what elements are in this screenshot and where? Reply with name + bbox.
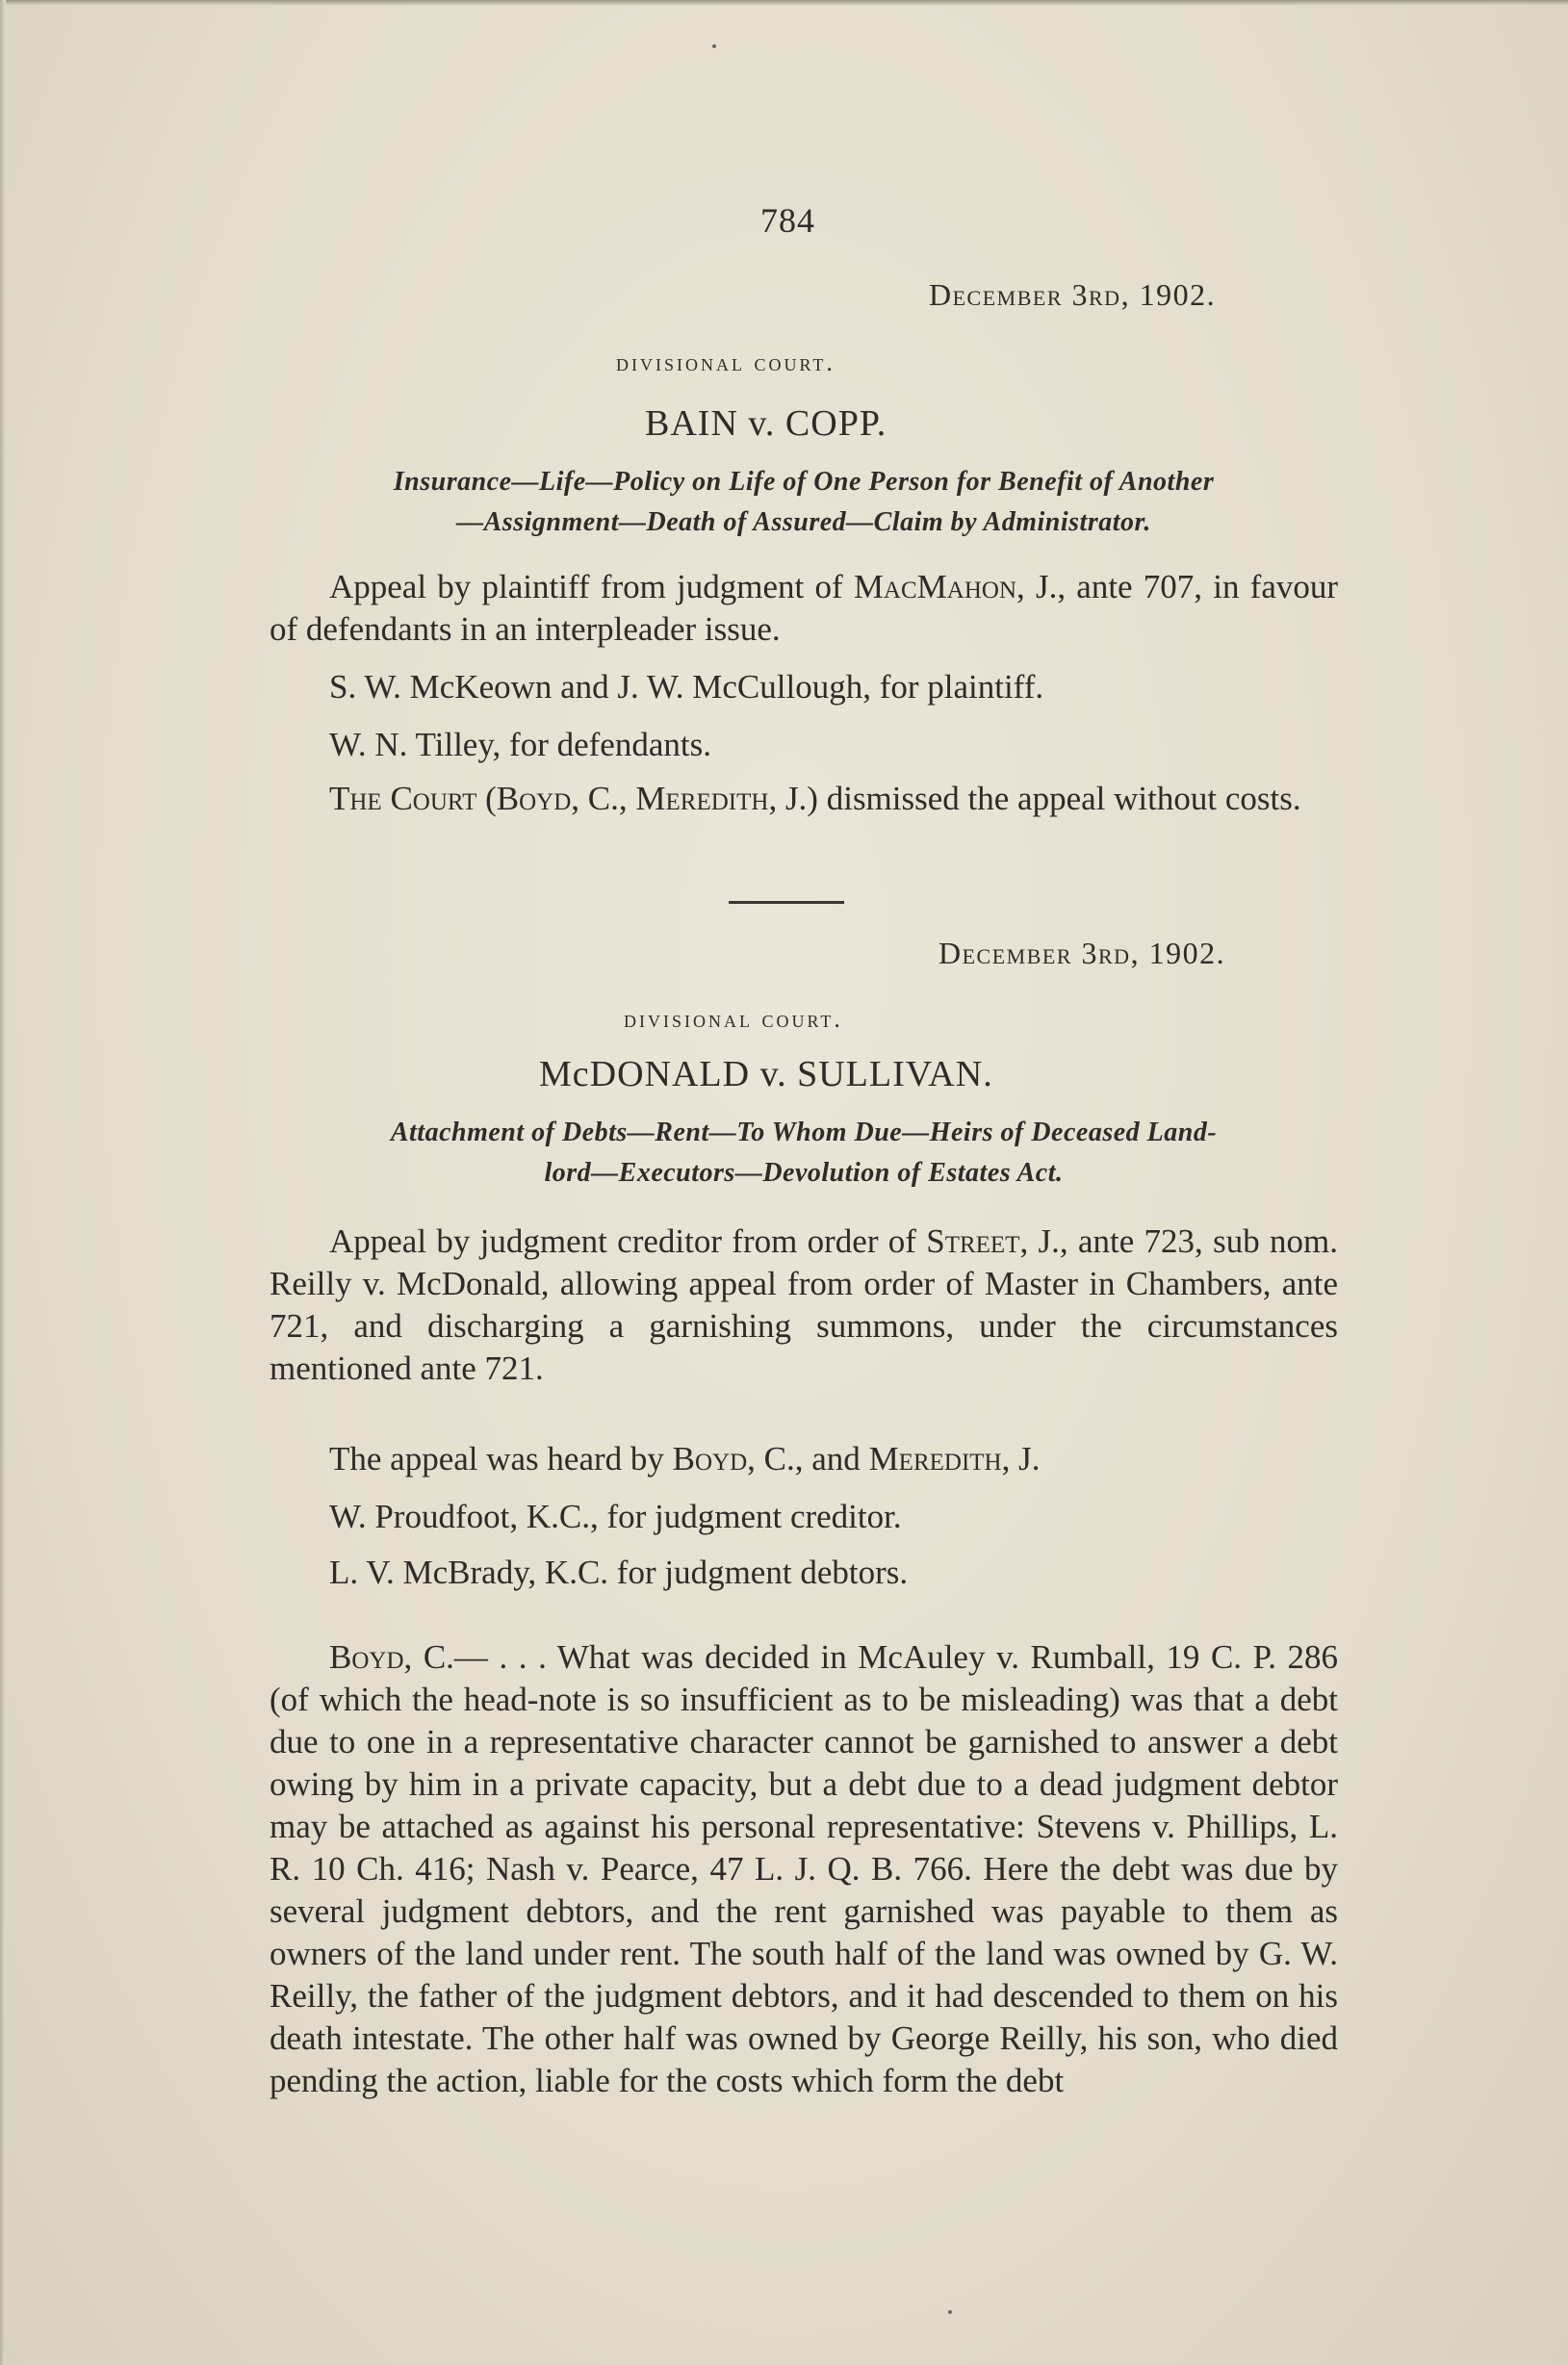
case2-heard-judge2: Meredith [868, 1440, 1002, 1478]
case2-heard-mid: , C., and [747, 1440, 869, 1478]
case2-title: McDONALD v. SULLIVAN. [539, 1054, 993, 1094]
case2-appeal-judge: Street [926, 1222, 1020, 1260]
case1-headnote-line2: —Assignment—Death of Assured—Claim by Administrator. [456, 507, 1151, 537]
case2-heard-paragraph [329, 1438, 1338, 1480]
case2-heard-pre: The appeal was heard by [329, 1440, 673, 1478]
case1-decision-paragraph [270, 778, 1338, 820]
case2-judgment-judge: Boyd [329, 1638, 404, 1676]
case1-title: BAIN v. COPP. [645, 403, 887, 444]
case2-headnote [270, 1113, 1338, 1194]
case1-decision-judge1: Boyd [496, 780, 572, 817]
case1-decision-court: The Court [329, 780, 477, 817]
case2-appeal-paragraph [270, 1221, 1338, 1390]
case2-judgment-paragraph [270, 1636, 1338, 2102]
case1-appeal-judge: MacMahon [853, 568, 1016, 605]
case1-decision-paren-open: ( [476, 780, 497, 817]
case1-appeal-paragraph [270, 566, 1338, 651]
paper-speck [712, 44, 716, 48]
case2-appeal-pre: Appeal by judgment creditor from order of [329, 1222, 927, 1260]
case1-appeal-pre: Appeal by plaintiff from judgment of [329, 568, 854, 605]
case1-headnote-line1: Insurance—Life—Policy on Life of One Person for Benefit of Another [393, 467, 1215, 497]
case1-counsel-plaintiff: S. W. McKeown and J. W. McCullough, for plaintiff. [329, 668, 1044, 706]
case1-appeal-post: , J., ante 707, in favour of defendants in an interpleader issue. [270, 568, 1339, 648]
page-number: 784 [760, 201, 815, 240]
case2-headnote-line2: lord—Executors—Devolution of Estates Act. [544, 1158, 1064, 1188]
case2-court: divisional court. [624, 1005, 843, 1033]
case1-decision-mid: , C., [571, 780, 636, 817]
case1-counsel-defendants: W. N. Tilley, for defendants. [329, 726, 711, 763]
case2-appeal-post: , J., ante 723, sub nom. Reilly v. McDonald, allowing appeal from order of Master in Chambers, ante 721, and discharging a garnishing summons, under the circumstances mentioned ante 721. [270, 1222, 1338, 1387]
case1-decision-judge2: Meredith [635, 780, 769, 817]
case2-counsel-creditor: W. Proudfoot, K.C., for judgment creditor. [329, 1498, 902, 1535]
page-left-edge [0, 0, 6, 2365]
case2-judgment-text: , C.— . . . What was decided in McAuley v. Rumball, 19 C. P. 286 (of which the head-note is so insufficient as to be misleading) was that a debt due to one in a representative character cannot be garnished to answer a debt owing by him in a private capacity, but a debt due to a dead judgment debtor may be attached as against his personal representative: Stevens v. Phillips, L. R. 10 Ch. 416; Nash v. Pearce, 47 L. J. Q. B. 766. Here the debt was due by several judgment debtors, and the rent garnished was payable to them as owners of the land under rent. The south half of the land was owned by G. W. Reilly, the father of the judgment debtors, and it had descended to them on his death intestate. The other half was owned by George Reilly, his son, who died pending the action, liable for the costs which form the debt [270, 1638, 1338, 2099]
paper-speck [948, 2310, 952, 2314]
case1-date: December 3rd, 1902. [929, 277, 1217, 312]
case1-headnote [270, 462, 1338, 543]
case1-decision-post: , J.) dismissed the appeal without costs. [768, 780, 1301, 817]
case1-court: divisional court. [616, 348, 835, 376]
section-divider [729, 901, 844, 904]
page-top-edge [0, 0, 1568, 6]
case2-heard-post: , J. [1001, 1440, 1041, 1478]
case2-counsel-debtors: L. V. McBrady, K.C. for judgment debtors. [329, 1554, 909, 1591]
case2-date: December 3rd, 1902. [938, 936, 1226, 970]
case2-heard-judge1: Boyd [672, 1440, 748, 1478]
case2-headnote-line1: Attachment of Debts—Rent—To Whom Due—Heirs of Deceased Land- [390, 1118, 1218, 1147]
